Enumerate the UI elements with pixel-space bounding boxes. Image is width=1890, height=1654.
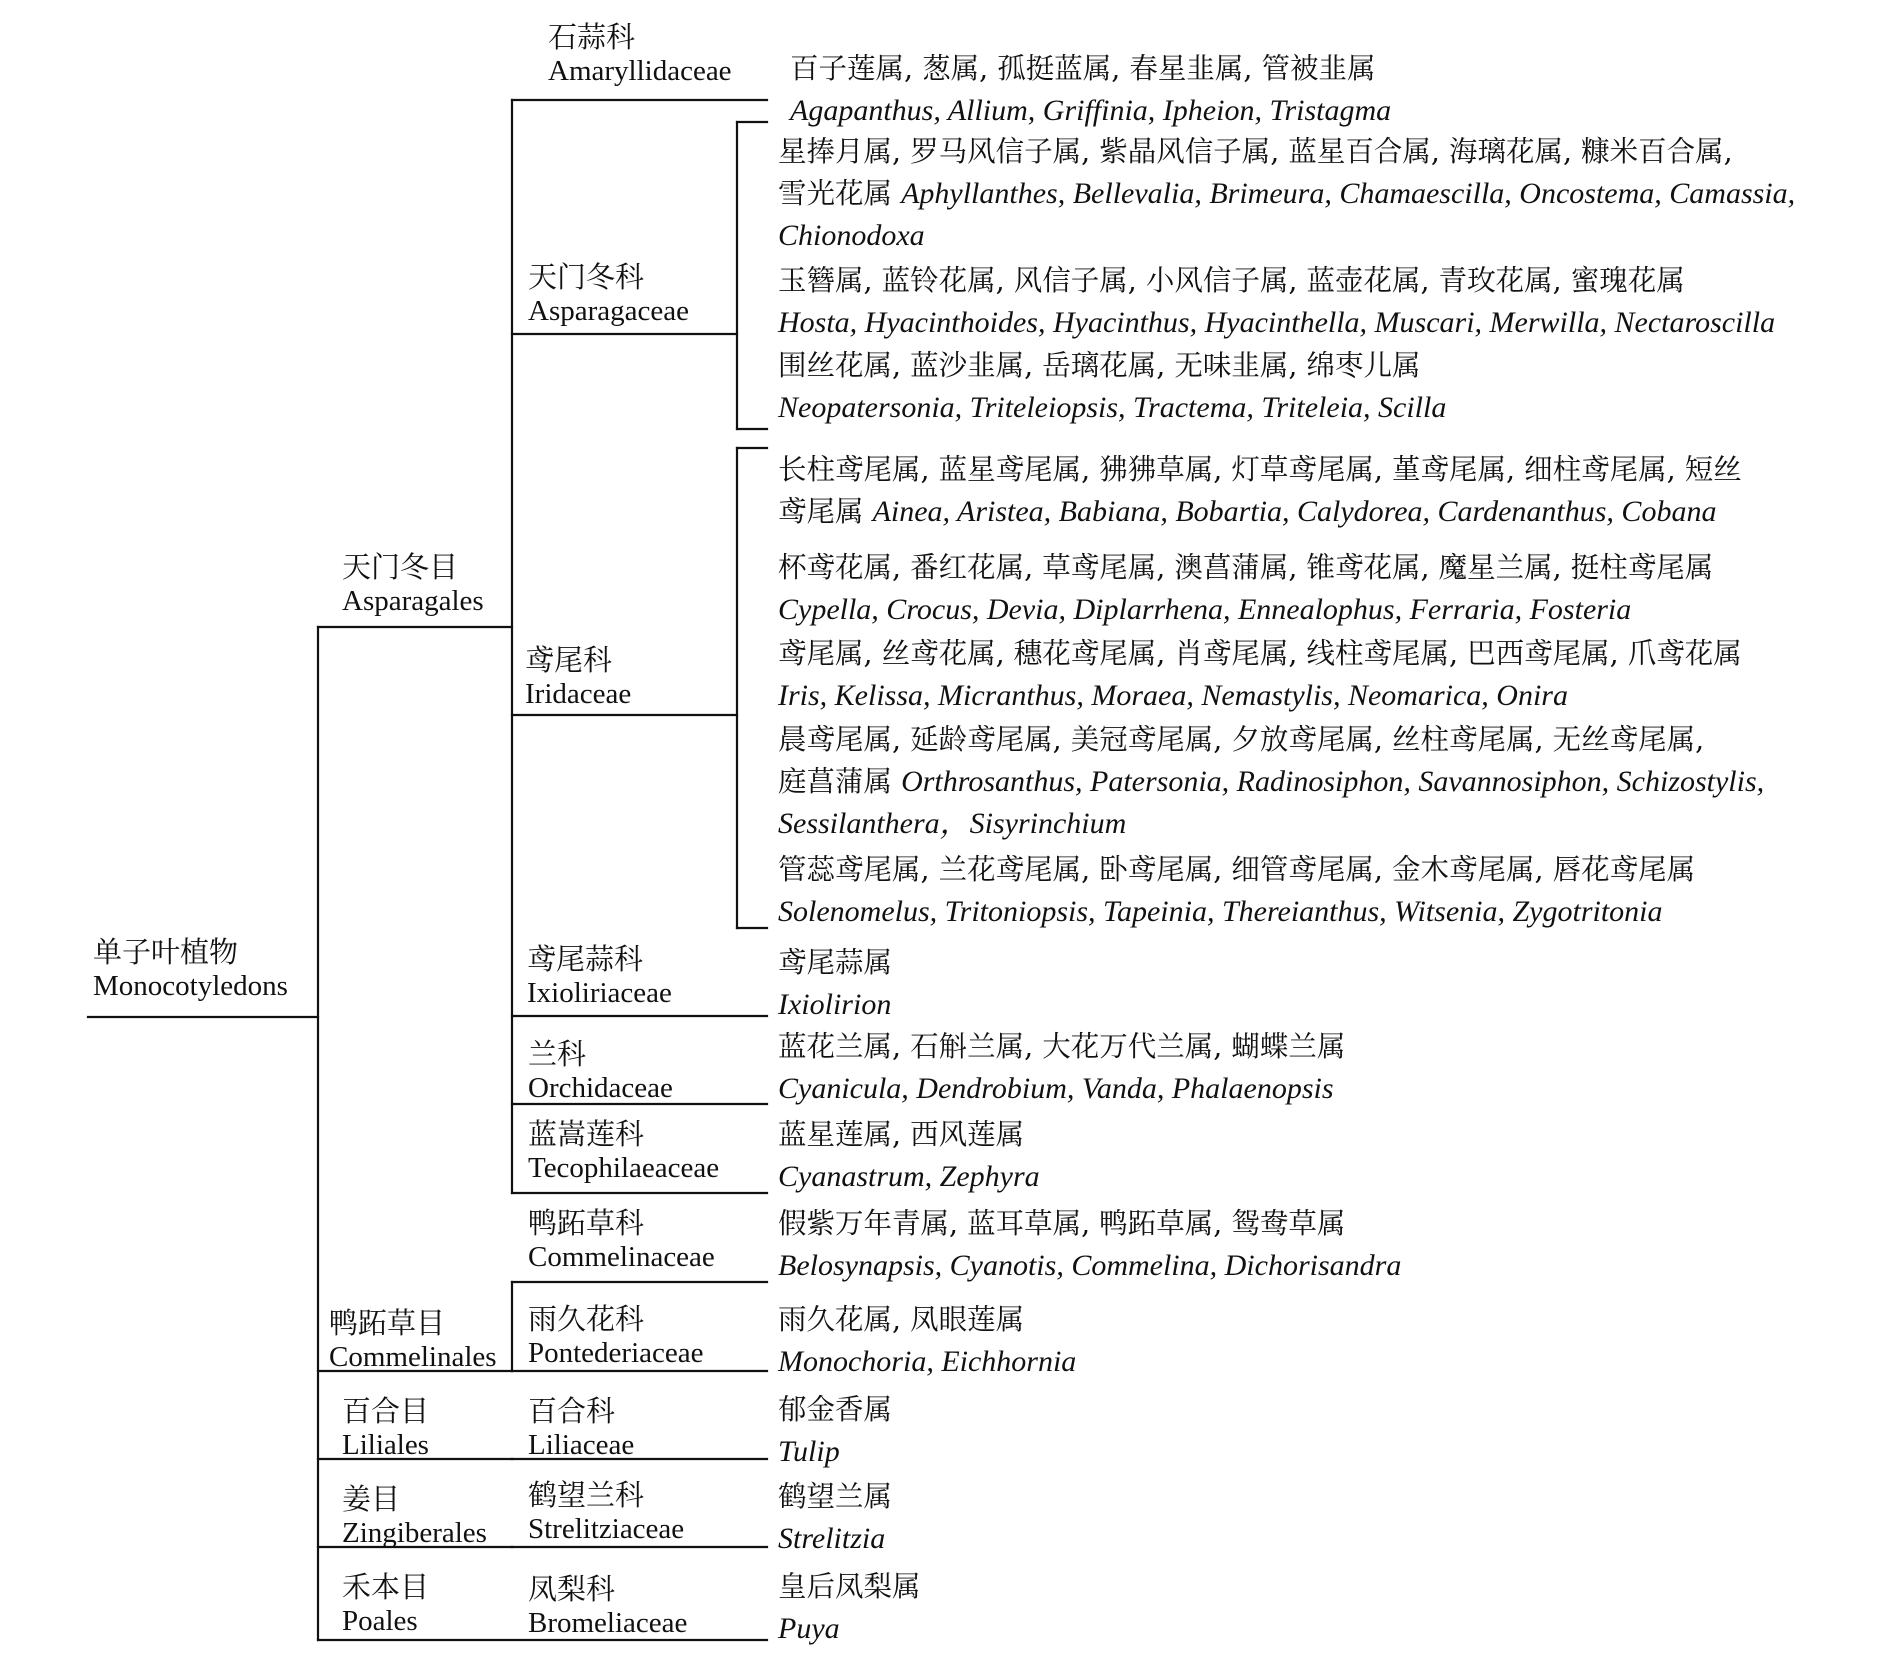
genus-group-pontederiaceae [778, 1299, 1076, 1383]
genus-group-iridaceae-2 [778, 547, 1713, 631]
family-name-zh: 鸢尾蒜科 [527, 942, 644, 976]
family-name-zh: 鸢尾科 [525, 643, 613, 677]
genus-group-commelinaceae [778, 1203, 1401, 1287]
order-label-poales [342, 1570, 429, 1638]
family-name-zh: 蓝嵩莲科 [528, 1117, 645, 1151]
genus-group-iridaceae-3 [778, 633, 1742, 717]
genus-group-tecophilaeaceae [778, 1114, 1040, 1198]
root-name-zh: 单子叶植物 [93, 935, 239, 969]
family-name-la: Bromeliaceae [528, 1607, 688, 1639]
genus-names-la: Strelitzia [778, 1522, 886, 1555]
genus-names-zh: 鸢尾属, 丝鸢花属, 穗花鸢尾属, 肖鸢尾属, 线柱鸢尾属, 巴西鸢尾属, 爪鸢花属 [778, 637, 1742, 670]
order-name-la: Zingiberales [342, 1517, 487, 1549]
family-label-tecophilaeaceae [528, 1117, 719, 1185]
family-name-la: Tecophilaeaceae [528, 1152, 720, 1184]
genus-names-la: Solenomelus, Tritoniopsis, Tapeinia, Thereianthus, Witsenia, Zygotritonia [778, 895, 1663, 928]
order-label-zingiberales [342, 1482, 487, 1550]
family-name-la: Amaryllidaceae [548, 55, 732, 87]
family-name-la: Orchidaceae [528, 1072, 673, 1104]
genus-group-strelitziaceae [778, 1476, 892, 1560]
genus-names-la: Tulip [778, 1435, 840, 1468]
family-name-la: Ixioliriaceae [527, 977, 672, 1009]
family-label-ixioliriaceae [527, 942, 672, 1010]
family-label-amaryllidaceae [548, 20, 732, 88]
genus-names-zh: 管蕊鸢尾属, 兰花鸢尾属, 卧鸢尾属, 细管鸢尾属, 金木鸢尾属, 唇花鸢尾属 [778, 853, 1696, 886]
family-label-liliaceae [528, 1394, 634, 1462]
genus-names-zh: 围丝花属, 蓝沙韭属, 岳璃花属, 无味韭属, 绵枣儿属 [778, 349, 1421, 382]
genus-names-zh: 星捧月属, 罗马风信子属, 紫晶风信子属, 蓝星百合属, 海璃花属, 糠米百合属, [778, 135, 1733, 168]
order-name-zh: 姜目 [342, 1482, 401, 1516]
order-label-liliales [342, 1394, 429, 1462]
family-name-la: Liliaceae [528, 1429, 635, 1461]
family-name-la: Iridaceae [525, 678, 632, 710]
genus-names-la: Cypella, Crocus, Devia, Diplarrhena, Ennealophus, Ferraria, Fosteria [778, 593, 1632, 626]
genus-group-iridaceae-4 [778, 719, 1764, 845]
genus-names-la: Puya [778, 1612, 840, 1645]
family-label-orchidaceae [528, 1037, 673, 1105]
genus-names-zh: 鸢尾蒜属 [778, 946, 893, 979]
order-name-zh: 天门冬目 [342, 550, 459, 584]
genus-names-la: Ixiolirion [778, 988, 892, 1021]
family-name-zh: 兰科 [528, 1037, 587, 1071]
genus-names-zh: 雨久花属, 凤眼莲属 [778, 1303, 1025, 1336]
genus-group-orchidaceae [778, 1026, 1345, 1110]
family-name-zh: 百合科 [528, 1394, 616, 1428]
family-label-commelinaceae [528, 1206, 715, 1274]
genus-names-la: Belosynapsis, Cyanotis, Commelina, Dichorisandra [778, 1249, 1402, 1282]
genus-names-la: Ainea, Aristea, Babiana, Bobartia, Calydorea, Cardenanthus, Cobana [872, 495, 1717, 528]
order-label-commelinales [329, 1306, 497, 1374]
family-name-la: Strelitziaceae [528, 1513, 685, 1545]
genus-group-iridaceae-5 [778, 849, 1695, 933]
order-name-zh: 百合目 [342, 1394, 430, 1428]
genus-group-iridaceae-1 [778, 449, 1742, 533]
genus-names-la: Cyanastrum, Zephyra [778, 1160, 1040, 1193]
order-label-asparagales [342, 550, 484, 618]
family-label-pontederiaceae [528, 1302, 704, 1370]
family-label-bromeliaceae [528, 1572, 687, 1640]
genus-names-zh: 庭菖蒲属 [778, 765, 893, 798]
family-name-zh: 天门冬科 [528, 260, 645, 294]
order-name-la: Poales [342, 1605, 418, 1637]
family-name-la: Commelinaceae [528, 1241, 715, 1273]
genus-names-la: Agapanthus, Allium, Griffinia, Ipheion, Tristagma [790, 94, 1392, 127]
genus-names-zh: 蓝星莲属, 西风莲属 [778, 1118, 1025, 1151]
genus-names-la: Orthrosanthus, Patersonia, Radinosiphon, Savannosiphon, Schizostylis, [901, 765, 1765, 798]
genus-names-zh: 郁金香属 [778, 1393, 893, 1426]
family-name-la: Asparagaceae [528, 295, 689, 327]
genus-group-asparagaceae-1 [778, 131, 1795, 257]
genus-names-zh: 雪光花属 [778, 177, 893, 210]
genus-names-la: Monochoria, Eichhornia [778, 1345, 1077, 1378]
genus-names-la: Cyanicula, Dendrobium, Vanda, Phalaenopsis [778, 1072, 1334, 1105]
genus-group-ixioliriaceae [778, 942, 892, 1026]
family-name-zh: 石蒜科 [548, 20, 636, 54]
genus-group-asparagaceae-3 [778, 345, 1446, 429]
genus-group-asparagaceae-2 [778, 260, 1775, 344]
genus-names-zh: 假紫万年青属, 蓝耳草属, 鸭跖草属, 鸳鸯草属 [778, 1207, 1346, 1240]
family-name-zh: 雨久花科 [528, 1302, 645, 1336]
genus-names-zh: 鹤望兰属 [778, 1480, 893, 1513]
genus-names-la: Hosta, Hyacinthoides, Hyacinthus, Hyacinthella, Muscari, Merwilla, Nectaroscilla [778, 306, 1776, 339]
genus-group-amaryllidaceae [790, 48, 1391, 132]
order-name-la: Commelinales [329, 1341, 497, 1373]
genus-names-zh: 杯鸢花属, 番红花属, 草鸢尾属, 澳菖蒲属, 锥鸢花属, 魔星兰属, 挺柱鸢尾属 [778, 551, 1714, 584]
genus-names-la: Chionodoxa [778, 219, 925, 252]
genus-names-zh: 百子莲属, 葱属, 孤挺蓝属, 春星韭属, 管被韭属 [790, 52, 1376, 85]
order-name-zh: 禾本目 [342, 1570, 430, 1604]
family-label-asparagaceae [528, 260, 689, 328]
root-label [93, 935, 288, 1003]
family-label-iridaceae [525, 643, 631, 711]
genus-names-la: Sessilanthera，Sisyrinchium [778, 807, 1127, 840]
root-name-la: Monocotyledons [93, 970, 288, 1002]
genus-names-zh: 蓝花兰属, 石斛兰属, 大花万代兰属, 蝴蝶兰属 [778, 1030, 1346, 1063]
genus-names-la: Aphyllanthes, Bellevalia, Brimeura, Chamaescilla, Oncostema, Camassia, [901, 177, 1796, 210]
family-name-zh: 鸭跖草科 [528, 1206, 645, 1240]
genus-names-zh: 玉簪属, 蓝铃花属, 风信子属, 小风信子属, 蓝壶花属, 青玫花属, 蜜瑰花属 [778, 264, 1685, 297]
genus-group-bromeliaceae [778, 1566, 921, 1650]
family-name-la: Pontederiaceae [528, 1337, 704, 1369]
genus-names-zh: 晨鸢尾属, 延龄鸢尾属, 美冠鸢尾属, 夕放鸢尾属, 丝柱鸢尾属, 无丝鸢尾属, [778, 723, 1705, 756]
family-name-zh: 鹤望兰科 [528, 1478, 645, 1512]
genus-group-liliaceae [778, 1389, 892, 1473]
order-name-zh: 鸭跖草目 [329, 1306, 446, 1340]
order-name-la: Asparagales [342, 585, 484, 617]
family-name-zh: 凤梨科 [528, 1572, 616, 1606]
genus-names-zh: 鸢尾属 [778, 495, 864, 528]
family-label-strelitziaceae [528, 1478, 684, 1546]
genus-names-zh: 长柱鸢尾属, 蓝星鸢尾属, 狒狒草属, 灯草鸢尾属, 堇鸢尾属, 细柱鸢尾属, 短丝 [778, 453, 1742, 486]
genus-names-zh: 皇后凤梨属 [778, 1570, 921, 1603]
genus-names-la: Neopatersonia, Triteleiopsis, Tractema, Triteleia, Scilla [778, 391, 1447, 424]
genus-names-la: Iris, Kelissa, Micranthus, Moraea, Nemastylis, Neomarica, Onira [778, 679, 1568, 712]
order-name-la: Liliales [342, 1429, 429, 1461]
